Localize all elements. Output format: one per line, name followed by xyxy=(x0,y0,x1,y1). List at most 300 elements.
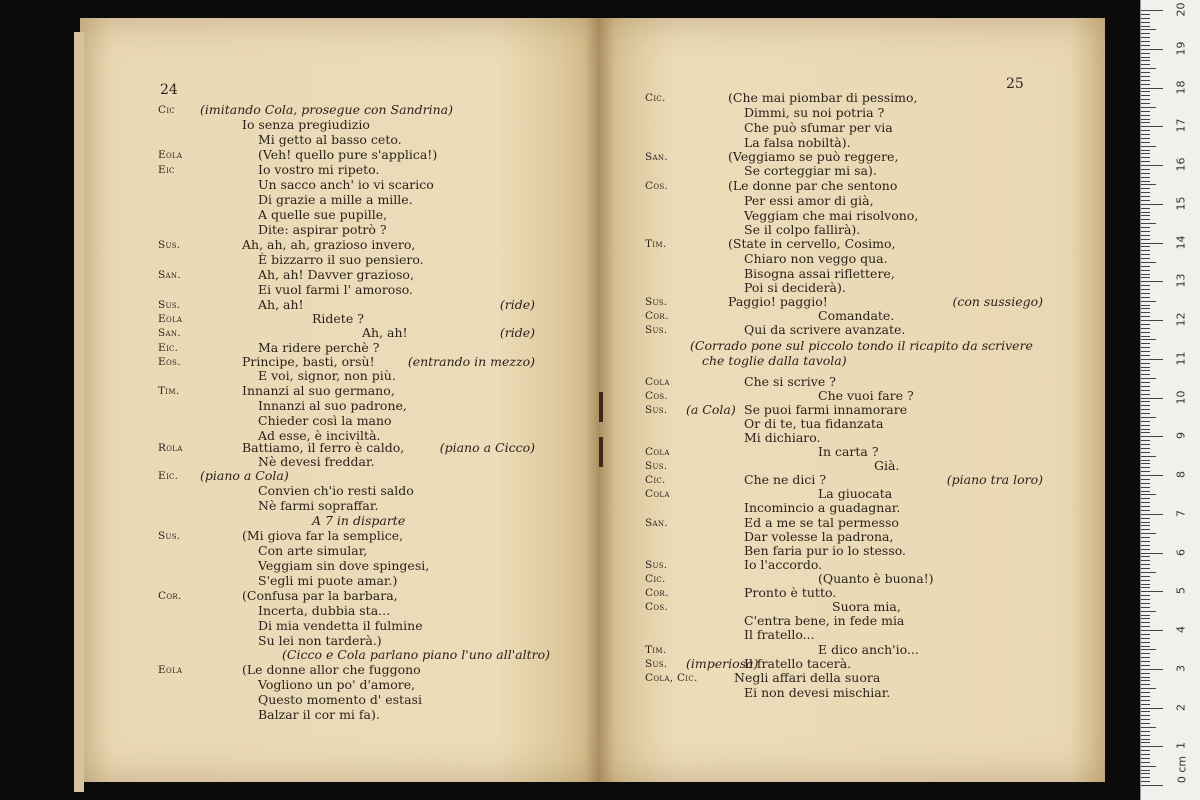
ruler-tick xyxy=(1141,68,1156,69)
verse-line: Dar volesse la padrona, xyxy=(744,529,894,544)
ruler-tick xyxy=(1141,88,1163,89)
ruler-tick xyxy=(1141,239,1150,240)
ruler-tick xyxy=(1141,370,1150,371)
ruler-tick xyxy=(1141,611,1156,612)
ruler-tick xyxy=(1141,208,1150,209)
ruler-tick xyxy=(1141,634,1150,635)
stage-direction: (ride) xyxy=(499,325,535,340)
ruler-tick xyxy=(1141,653,1150,654)
ruler-tick xyxy=(1141,525,1150,526)
ruler-tick xyxy=(1141,522,1150,523)
ruler-tick xyxy=(1141,235,1150,236)
ruler-tick xyxy=(1141,196,1150,197)
verse-line: Io l'accordo. xyxy=(744,557,823,572)
ruler-tick xyxy=(1141,684,1150,685)
verse-line: Mi getto al basso ceto. xyxy=(258,132,402,147)
verse-line: Ma ridere perchè ? xyxy=(258,340,380,355)
verse-line: (Veh! quello pure s'applica!) xyxy=(258,147,438,162)
speaker-name: Sus. xyxy=(645,559,668,571)
ruler-tick xyxy=(1141,638,1150,639)
verse-line: Comandate. xyxy=(818,308,895,323)
ruler-tick xyxy=(1141,491,1150,492)
verse-line: Chiaro non veggo qua. xyxy=(744,251,888,266)
speaker-name: Sus. xyxy=(645,404,668,416)
ruler-tick xyxy=(1141,29,1156,30)
ruler-tick xyxy=(1141,277,1150,278)
speaker-name: Eic xyxy=(158,164,175,176)
ruler-tick xyxy=(1141,553,1163,554)
verse-line: Pronto è tutto. xyxy=(744,585,837,600)
speaker-name: Cola xyxy=(645,446,670,458)
ruler-tick xyxy=(1141,646,1150,647)
ruler-tick xyxy=(1141,332,1150,333)
ruler-tick xyxy=(1141,615,1150,616)
ruler-tick xyxy=(1141,293,1150,294)
ruler-tick xyxy=(1141,692,1150,693)
verse-line: Ah, ah! xyxy=(362,325,408,340)
ruler-tick xyxy=(1141,359,1163,360)
verse-line: E voi, signor, non più. xyxy=(258,368,396,383)
speaker-name: Sus. xyxy=(645,658,668,670)
verse-line: Incerta, dubbia sta... xyxy=(258,603,391,618)
verse-line: Il fratello... xyxy=(744,627,815,642)
ruler-tick xyxy=(1141,289,1150,290)
ruler-label: 8 xyxy=(1174,471,1188,478)
ruler-tick xyxy=(1141,390,1150,391)
verse-line: Per essi amor di già, xyxy=(744,193,874,208)
verse-line: (Confusa par la barbara, xyxy=(242,588,398,603)
ruler-tick xyxy=(1141,33,1150,34)
ruler-tick xyxy=(1141,184,1156,185)
ruler-tick xyxy=(1141,576,1150,577)
ruler-tick xyxy=(1141,444,1150,445)
ruler-tick xyxy=(1141,471,1150,472)
verse-line: Convien ch'io resti saldo xyxy=(258,483,414,498)
ruler-tick xyxy=(1141,572,1156,573)
ruler-label: 9 xyxy=(1174,432,1188,440)
ruler-tick xyxy=(1141,130,1150,131)
ruler-tick xyxy=(1141,742,1150,743)
speaker-name: Eic. xyxy=(158,470,179,482)
ruler-tick xyxy=(1141,91,1150,92)
verse-line: (Che mai piombar di pessimo, xyxy=(728,90,918,105)
verse-line: Un sacco anch' io vi scarico xyxy=(258,177,434,192)
ruler-tick xyxy=(1141,165,1163,166)
verse-line: Dimmi, su noi potria ? xyxy=(744,105,885,120)
verse-line: Principe, basti, orsù! xyxy=(242,354,375,369)
ruler-tick xyxy=(1141,680,1150,681)
ruler-tick xyxy=(1141,153,1150,154)
verse-line: Che si scrive ? xyxy=(744,374,836,389)
stage-direction: (a Cola) xyxy=(686,402,736,417)
ruler-tick xyxy=(1141,212,1150,213)
verse-line: Ben faria pur io lo stesso. xyxy=(744,543,907,558)
ruler-tick xyxy=(1141,673,1150,674)
ruler-tick xyxy=(1141,618,1150,619)
verse-line: La falsa nobiltà). xyxy=(744,135,851,150)
verse-line: (Quanto è buona!) xyxy=(818,571,934,586)
ruler-tick xyxy=(1141,731,1150,732)
verse-line: S'egli mi puote amar.) xyxy=(258,573,398,588)
page-number-right: 25 xyxy=(1006,76,1024,92)
ruler-tick xyxy=(1141,417,1156,418)
ruler-tick xyxy=(1141,514,1163,515)
ruler-tick xyxy=(1141,274,1150,275)
ruler-tick xyxy=(1141,119,1150,120)
ruler-label: 15 xyxy=(1174,196,1188,211)
ruler-tick xyxy=(1141,665,1150,666)
ruler-tick xyxy=(1141,250,1150,251)
ruler-label: 4 xyxy=(1174,626,1188,633)
verse-line: Il fratello tacerà. xyxy=(744,656,852,671)
ruler-tick xyxy=(1141,432,1150,433)
speaker-name: Cor. xyxy=(645,310,669,322)
stage-direction: (imitando Cola, prosegue con Sandrina) xyxy=(200,102,453,117)
verse-line: Ah, ah! Davver grazioso, xyxy=(258,267,414,282)
speaker-name: Eos. xyxy=(158,356,181,368)
ruler-tick xyxy=(1141,754,1150,755)
ruler-label: 12 xyxy=(1174,312,1188,327)
ruler-tick xyxy=(1141,312,1150,313)
speaker-name: Cor. xyxy=(158,590,182,602)
ruler-tick xyxy=(1141,735,1150,736)
ruler-tick xyxy=(1141,301,1156,302)
ruler-tick xyxy=(1141,192,1150,193)
verse-line: Ah, ah! xyxy=(258,297,304,312)
right-page xyxy=(600,18,1105,782)
speaker-name: Sus. xyxy=(158,530,181,542)
verse-line: Ei vuol farmi l' amoroso. xyxy=(258,282,414,297)
verse-line: Vogliono un po' d'amore, xyxy=(258,677,416,692)
verse-line: Con arte simular, xyxy=(258,543,368,558)
ruler-tick xyxy=(1141,452,1150,453)
speaker-name: Sus. xyxy=(158,299,181,311)
speaker-name: Sus. xyxy=(158,239,181,251)
ruler-tick xyxy=(1141,328,1150,329)
speaker-name: Cic. xyxy=(645,92,666,104)
ruler-tick xyxy=(1141,150,1150,151)
ruler-tick xyxy=(1141,57,1150,58)
speaker-name: Cos. xyxy=(645,601,669,613)
ruler-tick xyxy=(1141,103,1150,104)
ruler-tick xyxy=(1141,49,1163,50)
ruler-tick xyxy=(1141,107,1156,108)
ruler-tick xyxy=(1141,204,1163,205)
verse-line: Che ne dici ? xyxy=(744,472,827,487)
ruler-tick xyxy=(1141,456,1156,457)
ruler-tick xyxy=(1141,188,1150,189)
ruler-label: 6 xyxy=(1174,548,1188,556)
ruler-tick xyxy=(1141,708,1163,709)
stage-direction: (piano a Cicco) xyxy=(439,440,535,455)
ruler-tick xyxy=(1141,355,1150,356)
ruler-label: 16 xyxy=(1174,157,1188,172)
ruler-tick xyxy=(1141,591,1163,592)
ruler-tick xyxy=(1141,545,1150,546)
ruler-tick xyxy=(1141,266,1150,267)
ruler-tick xyxy=(1141,642,1150,643)
ruler-tick xyxy=(1141,568,1150,569)
ruler-tick xyxy=(1141,22,1150,23)
verse-line: Se corteggiar mi sa). xyxy=(744,163,877,178)
verse-line: Dite: aspirar potrò ? xyxy=(258,222,387,237)
ruler-tick xyxy=(1141,64,1150,65)
ruler-tick xyxy=(1141,339,1156,340)
verse-line: Su lei non tarderà.) xyxy=(258,633,382,648)
stage-direction: (entrando in mezzo) xyxy=(407,354,535,369)
ruler-tick xyxy=(1141,630,1163,631)
ruler-tick xyxy=(1141,711,1150,712)
speaker-name: Tim. xyxy=(645,644,667,656)
verse-line: Innanzi al suo padrone, xyxy=(258,398,407,413)
ruler-tick xyxy=(1141,53,1150,54)
ruler-tick xyxy=(1141,14,1150,15)
ruler-tick xyxy=(1141,26,1150,27)
ruler-tick xyxy=(1141,750,1150,751)
ruler-tick xyxy=(1141,502,1150,503)
ruler-tick xyxy=(1141,378,1156,379)
page-number-left: 24 xyxy=(160,82,178,98)
stage-direction: (Cicco e Cola parlano piano l'uno all'altro) xyxy=(282,647,551,662)
stage-direction: (Corrado pone sul piccolo tondo il ricapito da scrivere xyxy=(690,338,1033,353)
ruler-tick xyxy=(1141,510,1150,511)
ruler-tick xyxy=(1141,169,1150,170)
verse-line: Mi dichiaro. xyxy=(744,430,821,445)
ruler-label: 0 cm xyxy=(1175,755,1189,784)
speaker-name: Eic. xyxy=(158,342,179,354)
ruler-tick xyxy=(1141,374,1150,375)
left-page xyxy=(80,18,600,782)
ruler-tick xyxy=(1141,739,1150,740)
ruler-tick xyxy=(1141,223,1156,224)
ruler-tick xyxy=(1141,111,1150,112)
ruler-tick xyxy=(1141,405,1150,406)
ruler-tick xyxy=(1141,533,1156,534)
ruler-tick xyxy=(1141,460,1150,461)
ruler-tick xyxy=(1141,76,1150,77)
ruler-label: 19 xyxy=(1174,41,1188,56)
ruler-tick xyxy=(1141,126,1163,127)
ruler-label: 14 xyxy=(1174,235,1188,249)
ruler-tick xyxy=(1141,560,1150,561)
stage-direction: (ride) xyxy=(499,297,535,312)
ruler-tick xyxy=(1141,146,1156,147)
ruler-tick xyxy=(1141,785,1163,786)
ruler-tick xyxy=(1141,758,1150,759)
ruler-label: 2 xyxy=(1174,703,1188,711)
verse-line: Ed a me se tal permesso xyxy=(744,515,899,530)
ruler-tick xyxy=(1141,305,1150,306)
speaker-name: Rola xyxy=(158,442,183,454)
stage-direction: (imperiosa) xyxy=(686,656,759,671)
ruler-tick xyxy=(1141,231,1150,232)
ruler-tick xyxy=(1141,308,1150,309)
ruler-tick xyxy=(1141,475,1163,476)
ruler-tick xyxy=(1141,270,1150,271)
ruler-tick xyxy=(1141,258,1150,259)
ruler-tick xyxy=(1141,657,1150,658)
ruler-tick xyxy=(1141,421,1150,422)
ruler-tick xyxy=(1141,138,1150,139)
ruler-tick xyxy=(1141,487,1150,488)
measuring-ruler xyxy=(1140,0,1200,800)
stage-direction: che toglie dalla tavola) xyxy=(702,353,847,368)
ruler-tick xyxy=(1141,122,1150,123)
ruler-tick xyxy=(1141,483,1150,484)
verse-line: Veggiam che mai risolvono, xyxy=(744,208,919,223)
ruler-tick xyxy=(1141,262,1156,263)
ruler-tick xyxy=(1141,134,1150,135)
ruler-tick xyxy=(1141,72,1150,73)
open-book xyxy=(80,12,1110,790)
speaker-name: San. xyxy=(645,151,668,163)
speaker-name: San. xyxy=(158,327,181,339)
ruler-tick xyxy=(1141,425,1150,426)
verse-line: Chieder così la mano xyxy=(258,413,392,428)
verse-line: Poi si deciderà). xyxy=(744,280,846,295)
ruler-tick xyxy=(1141,696,1150,697)
ruler-tick xyxy=(1141,704,1150,705)
speaker-name: San. xyxy=(645,517,668,529)
ruler-tick xyxy=(1141,343,1150,344)
ruler-tick xyxy=(1141,173,1150,174)
verse-line: Io vostro mi ripeto. xyxy=(258,162,380,177)
verse-line: Battiamo, il ferro è caldo, xyxy=(242,440,405,455)
verse-line: In carta ? xyxy=(818,444,879,459)
speaker-name: Cic. xyxy=(645,474,666,486)
ruler-label: 7 xyxy=(1174,509,1188,517)
ruler-tick xyxy=(1141,285,1150,286)
ruler-tick xyxy=(1141,700,1150,701)
ruler-label: 20 xyxy=(1174,2,1188,17)
speaker-name: Cola, Cic. xyxy=(645,672,698,684)
ruler-tick xyxy=(1141,41,1150,42)
ruler-tick xyxy=(1141,762,1150,763)
ruler-tick xyxy=(1141,506,1150,507)
ruler-label: 13 xyxy=(1174,273,1188,288)
verse-line: Nè farmi sopraffar. xyxy=(258,498,379,513)
ruler-tick xyxy=(1141,219,1150,220)
speaker-name: Cos. xyxy=(645,180,669,192)
verse-line: Balzar il cor mi fa). xyxy=(258,707,380,722)
ruler-tick xyxy=(1141,661,1150,662)
ruler-tick xyxy=(1141,649,1156,650)
verse-line: (Le donne allor che fuggono xyxy=(242,662,421,677)
verse-line: E dico anch'io... xyxy=(818,642,919,657)
ruler-tick xyxy=(1141,719,1150,720)
stage-direction: (piano tra loro) xyxy=(946,472,1043,487)
verse-line: Già. xyxy=(874,458,900,473)
ruler-label: 1 xyxy=(1174,742,1188,750)
ruler-tick xyxy=(1141,549,1150,550)
ruler-tick xyxy=(1141,599,1150,600)
verse-line: Se puoi farmi innamorare xyxy=(744,402,908,417)
ruler-tick xyxy=(1141,584,1150,585)
ruler-tick xyxy=(1141,409,1150,410)
ruler-tick xyxy=(1141,37,1150,38)
speaker-name: Cola xyxy=(645,376,670,388)
ruler-tick xyxy=(1141,622,1150,623)
ruler-tick xyxy=(1141,18,1150,19)
stage-direction: (con sussiego) xyxy=(952,294,1043,309)
ruler-tick xyxy=(1141,200,1150,201)
verse-line: A quelle sue pupille, xyxy=(258,207,388,222)
ruler-tick xyxy=(1141,336,1150,337)
ruler-tick xyxy=(1141,773,1150,774)
verse-line: La giuocata xyxy=(818,486,893,501)
verse-line: Che può sfumar per via xyxy=(744,120,893,135)
ruler-tick xyxy=(1141,448,1150,449)
ruler-tick xyxy=(1141,556,1150,557)
verse-line: Suora mia, xyxy=(832,599,901,614)
verse-line: Negli affari della suora xyxy=(734,670,881,685)
verse-line: (Mi giova far la semplice, xyxy=(242,528,404,543)
ruler-label: 10 xyxy=(1174,390,1188,404)
ruler-tick xyxy=(1141,363,1150,364)
speaker-name: Eola xyxy=(158,664,183,676)
ruler-tick xyxy=(1141,398,1163,399)
ruler-tick xyxy=(1141,715,1150,716)
ruler-tick xyxy=(1141,95,1150,96)
speaker-name: Tim. xyxy=(158,385,180,397)
ruler-tick xyxy=(1141,463,1150,464)
ruler-tick xyxy=(1141,603,1150,604)
speaker-name: Tim. xyxy=(645,238,667,250)
speaker-name: Cic xyxy=(158,104,176,116)
verse-line: Io senza pregiudizio xyxy=(242,117,370,132)
ruler-tick xyxy=(1141,324,1150,325)
ruler-label: 18 xyxy=(1174,80,1188,94)
verse-line: Ei non devesi mischiar. xyxy=(744,685,891,700)
ruler-tick xyxy=(1141,60,1150,61)
ruler-tick xyxy=(1141,243,1163,244)
ruler-tick xyxy=(1141,246,1150,247)
ruler-tick xyxy=(1141,382,1150,383)
verse-line: È bizzarro il suo pensiero. xyxy=(258,252,424,267)
ruler-tick xyxy=(1141,429,1150,430)
speaker-name: Cos. xyxy=(645,390,669,402)
ruler-tick xyxy=(1141,626,1150,627)
ruler-tick xyxy=(1141,351,1150,352)
binding-staple xyxy=(599,437,603,467)
ruler-tick xyxy=(1141,386,1150,387)
ruler-tick xyxy=(1141,541,1150,542)
ruler-tick xyxy=(1141,115,1150,116)
page-edge xyxy=(74,32,84,792)
ruler-tick xyxy=(1141,394,1150,395)
ruler-tick xyxy=(1141,84,1150,85)
ruler-label: 3 xyxy=(1174,664,1188,672)
ruler-tick xyxy=(1141,80,1150,81)
verse-line: Nè devesi freddar. xyxy=(258,454,375,469)
ruler-tick xyxy=(1141,142,1150,143)
ruler-tick xyxy=(1141,316,1150,317)
ruler-tick xyxy=(1141,766,1156,767)
ruler-label: 11 xyxy=(1174,351,1188,366)
ruler-tick xyxy=(1141,669,1163,670)
ruler-tick xyxy=(1141,401,1150,402)
ruler-tick xyxy=(1141,587,1150,588)
verse-line: Se il colpo fallirà). xyxy=(744,222,861,237)
ruler-tick xyxy=(1141,157,1150,158)
ruler-tick xyxy=(1141,727,1156,728)
stage-direction: A 7 in disparte xyxy=(312,513,406,528)
speaker-name: Eola xyxy=(158,313,183,325)
ruler-tick xyxy=(1141,498,1150,499)
ruler-label: 17 xyxy=(1174,118,1188,133)
speaker-name: Sus. xyxy=(645,324,668,336)
ruler-tick xyxy=(1141,347,1150,348)
